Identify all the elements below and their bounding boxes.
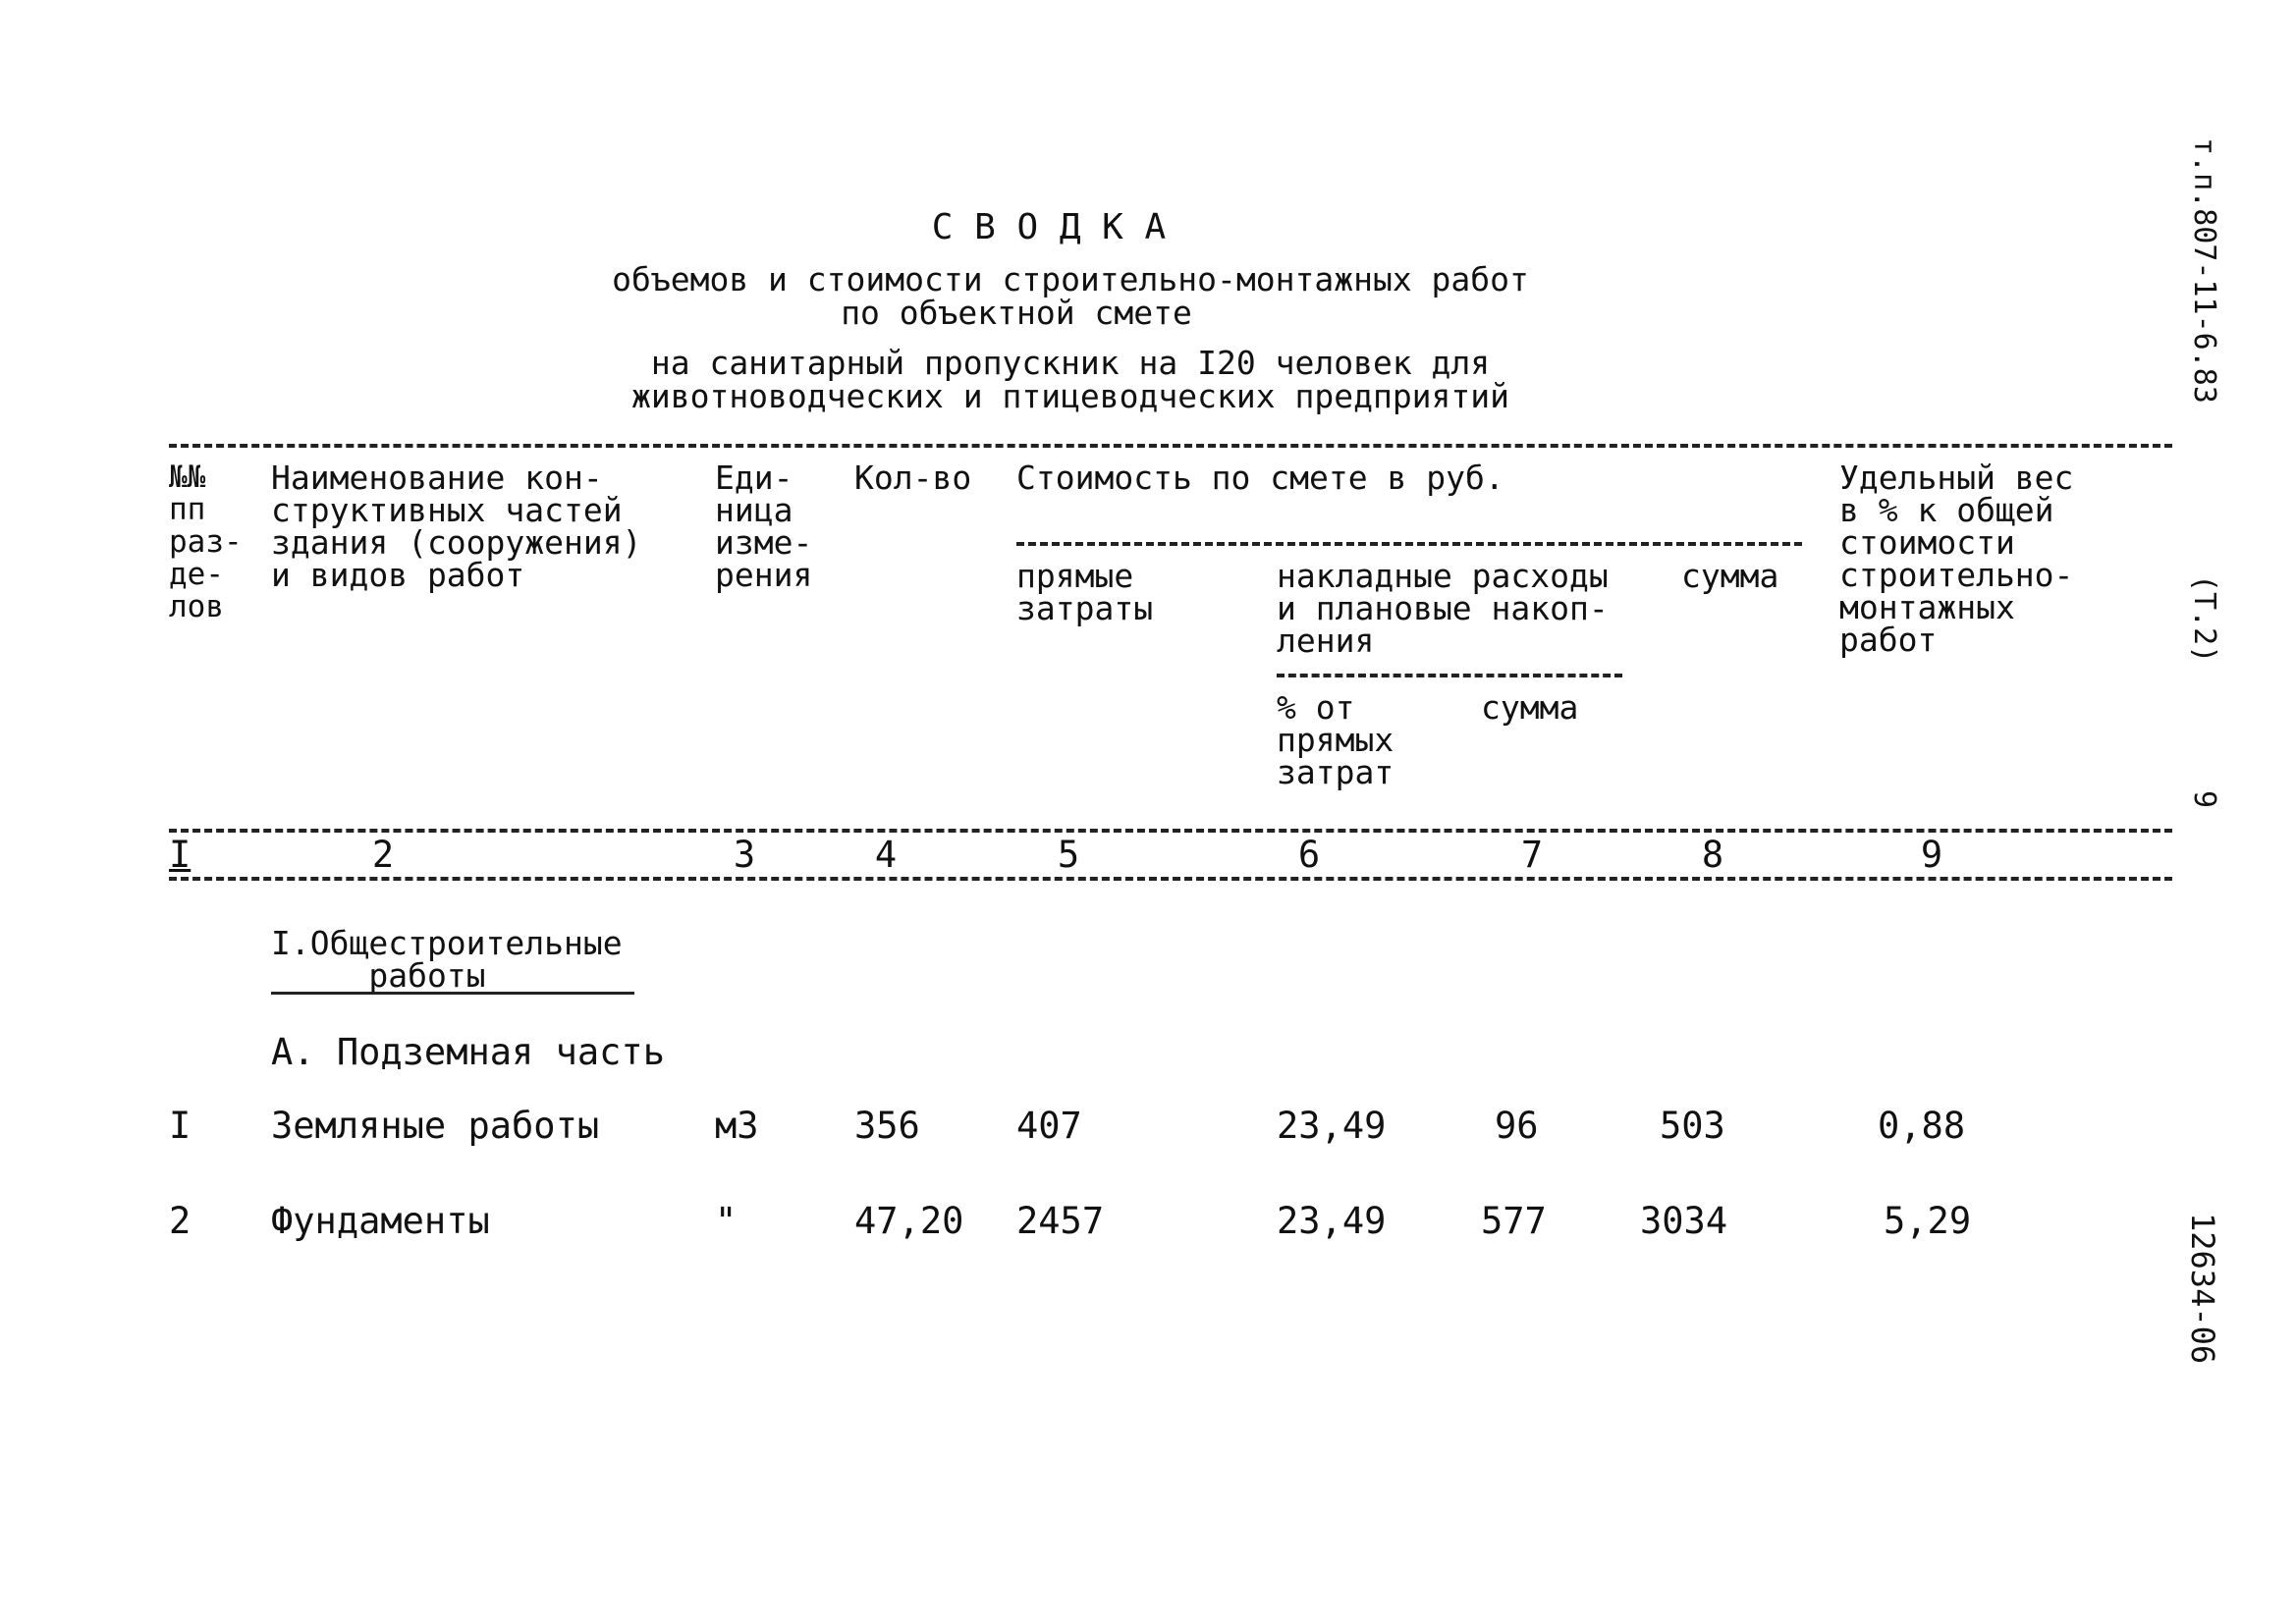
doc-title-line2: по объектной смете: [841, 294, 1192, 332]
header-bottom-rule: [169, 829, 2172, 833]
doc-title-line1: объемов и стоимости строительно-монтажных работ: [612, 260, 1529, 298]
header-section-no: №№ пп раз- де- лов: [169, 460, 243, 624]
col-number-1: I: [169, 834, 191, 876]
header-total-sum: сумма: [1681, 557, 1779, 595]
section-heading: I.Общестроительные работы: [271, 924, 623, 995]
col-number-6: 6: [1297, 834, 1321, 876]
table-row-1-no: I: [169, 1105, 191, 1147]
table-row-2-direct: 2457: [1016, 1200, 1105, 1242]
col-number-9: 9: [1920, 834, 1943, 876]
table-row-1-direct: 407: [1016, 1105, 1082, 1147]
col-number-3: 3: [733, 834, 756, 876]
table-row-1-name: Земляные работы: [271, 1105, 600, 1147]
doc-title-line4: животноводческих и птицеводческих предприятий: [630, 377, 1510, 415]
doc-heading: С В О Д К А: [931, 207, 1167, 247]
col-number-8: 8: [1701, 834, 1724, 876]
overhead-subrule: [1277, 674, 1622, 677]
table-row-2-total: 3034: [1640, 1200, 1728, 1242]
margin-album: (Т.2): [2187, 574, 2221, 664]
header-overhead-percent: % от прямых затрат: [1277, 688, 1394, 791]
subsection-heading: А. Подземная часть: [271, 1031, 665, 1073]
table-row-2-name: Фундаменты: [271, 1200, 490, 1242]
header-overhead: накладные расходы и плановые накоп- ления: [1277, 557, 1609, 660]
header-weight: Удельный вес в % к общей стоимости строительно- монтажных работ: [1839, 459, 2074, 659]
table-row-2-qty: 47,20: [854, 1200, 964, 1242]
col-number-4: 4: [874, 834, 898, 876]
table-row-2-overhead-sum: 577: [1481, 1200, 1547, 1242]
header-unit: Еди- ница изме- рения: [715, 459, 813, 594]
table-row-1-unit: м3: [715, 1105, 759, 1147]
margin-code: т.п.807-11-6.83: [2187, 137, 2221, 404]
section-underline: [271, 992, 634, 995]
table-row-1-qty: 356: [854, 1105, 920, 1147]
margin-number: 12634-06: [2184, 1213, 2221, 1365]
margin-page: 9: [2187, 790, 2221, 809]
cost-subrule: [1016, 542, 1802, 546]
col-number-7: 7: [1520, 834, 1544, 876]
table-row-1-overhead-sum: 96: [1495, 1105, 1539, 1147]
table-row-1-total: 503: [1660, 1105, 1725, 1147]
doc-title-line3: на санитарный пропускник на I20 человек для: [650, 344, 1491, 382]
header-quantity: Кол-во: [854, 459, 972, 497]
header-cost: Стоимость по смете в руб.: [1016, 459, 1504, 497]
col-number-5: 5: [1057, 834, 1080, 876]
col-number-2: 2: [371, 834, 395, 876]
header-name: Наименование кон- структивных частей здания (сооружения) и видов работ: [271, 459, 642, 594]
table-row-2-pct: 23,49: [1277, 1200, 1387, 1242]
table-row-1-pct: 23,49: [1277, 1105, 1387, 1147]
table-row-2-no: 2: [169, 1200, 191, 1242]
table-top-rule: [169, 444, 2172, 448]
numbers-bottom-rule: [169, 877, 2172, 881]
table-row-2-unit: ": [715, 1200, 738, 1242]
header-overhead-sum: сумма: [1481, 688, 1579, 727]
header-direct-costs: прямые затраты: [1016, 557, 1154, 627]
table-row-2-weight: 5,29: [1884, 1200, 1972, 1242]
table-row-1-weight: 0,88: [1878, 1105, 1966, 1147]
